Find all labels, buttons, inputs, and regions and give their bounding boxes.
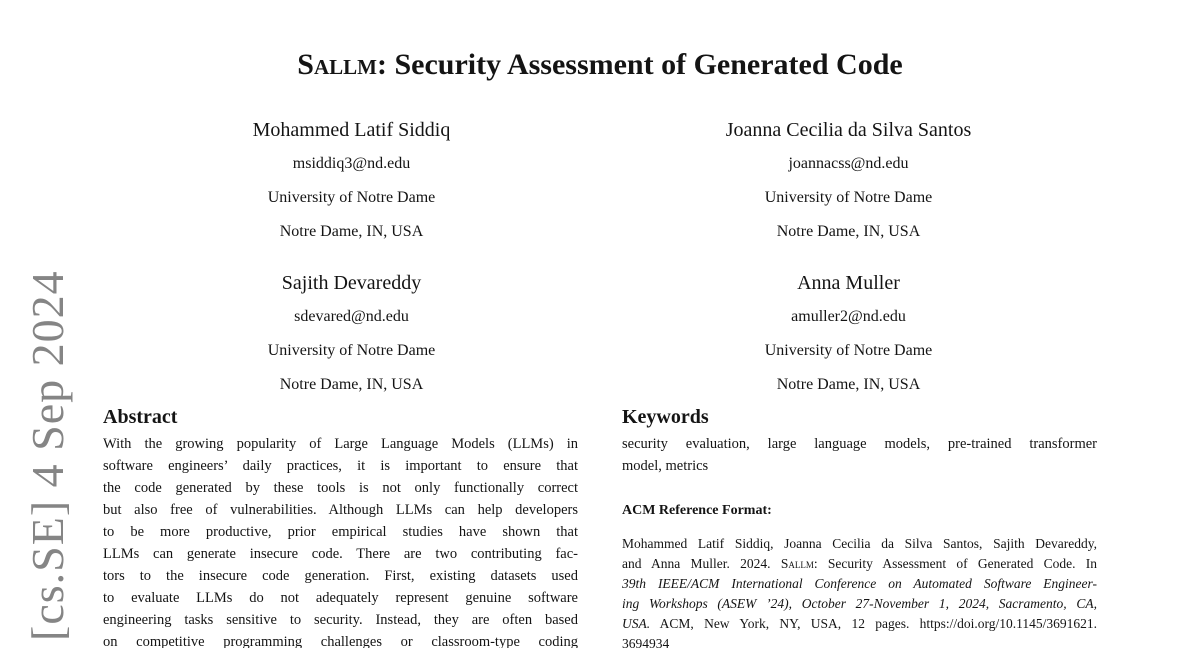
keywords-line: model, metrics <box>622 458 709 474</box>
abstract-paragraph <box>103 433 578 648</box>
reference-doi: ACM, New York, NY, USA, 12 pages. https://doi.org/10.1145/3691621. <box>650 616 1097 631</box>
abstract-line: engineering tasks sensitive to security. Instead, they are often based <box>103 612 578 628</box>
reference-text: : Security Assessment of Generated Code. In <box>813 556 1097 571</box>
author-location: Notre Dame, IN, USA <box>776 376 921 393</box>
abstract-line: the code generated by these tools is not only functionally correct <box>103 480 578 496</box>
keywords-line: security evaluation, large language models, pre-trained transformer <box>622 436 1097 452</box>
acm-reference-line-venue: ing Workshops (ASEW ’24), October 27-November 1, 2024, Sacramento, CA, <box>622 596 1097 611</box>
author-email: amuller2@nd.edu <box>791 308 906 325</box>
acm-reference-line: Mohammed Latif Siddiq, Joanna Cecilia da Silva Santos, Sajith Devareddy, <box>622 536 1097 551</box>
abstract-line: on competitive programming challenges or classroom-type coding <box>103 634 578 648</box>
acm-reference-paragraph <box>622 534 1097 648</box>
paper-title-rest: : Security Assessment of Generated Code <box>376 48 903 81</box>
paper-title-smallcaps: Sallm <box>297 48 377 81</box>
paper-page <box>103 0 1097 648</box>
authors-grid <box>103 113 1097 402</box>
keywords-paragraph <box>622 433 1097 477</box>
two-column-body <box>103 404 1097 648</box>
paper-title <box>103 47 1097 83</box>
acm-reference-line-doi-end: 3694934 <box>622 636 670 648</box>
author-affiliation: University of Notre Dame <box>764 189 933 206</box>
acm-reference-heading: ACM Reference Format: <box>622 503 772 518</box>
author-email: msiddiq3@nd.edu <box>292 155 411 172</box>
abstract-line: to evaluate LLMs do not adequately represent genuine software <box>103 590 578 606</box>
author-name: Sajith Devareddy <box>281 272 422 294</box>
abstract-line: LLMs can generate insecure code. There are two contributing fac- <box>103 546 578 562</box>
left-column <box>103 404 578 648</box>
acm-reference-line-venue: 39th IEEE/ACM International Conference on Automated Software Engineer- <box>622 576 1097 591</box>
abstract-line: to be more productive, prior empirical studies have shown that <box>103 524 578 540</box>
reference-title-smallcaps: Sallm <box>780 556 814 571</box>
abstract-heading: Abstract <box>103 406 178 428</box>
author-location: Notre Dame, IN, USA <box>776 223 921 240</box>
arxiv-watermark: [cs.SE] 4 Sep 2024 <box>22 270 73 641</box>
acm-reference-line <box>622 614 1097 634</box>
author-email: sdevared@nd.edu <box>294 308 409 325</box>
author-name: Anna Muller <box>797 272 900 294</box>
reference-text: and Anna Muller. 2024. <box>622 556 781 571</box>
author-location: Notre Dame, IN, USA <box>279 223 424 240</box>
author-location: Notre Dame, IN, USA <box>279 376 424 393</box>
author-affiliation: University of Notre Dame <box>764 342 933 359</box>
author-name: Mohammed Latif Siddiq <box>252 119 451 141</box>
author-block-2 <box>600 113 1097 249</box>
author-email: joannacss@nd.edu <box>788 155 909 172</box>
author-block-1 <box>103 113 600 249</box>
acm-reference-line <box>622 554 1097 574</box>
abstract-line: but also free of vulnerabilities. Although LLMs can help developers <box>103 502 578 518</box>
keywords-heading: Keywords <box>622 406 709 428</box>
author-block-3 <box>103 266 600 402</box>
abstract-line: With the growing popularity of Large Language Models (LLMs) in <box>103 436 578 452</box>
reference-venue-end: USA. <box>622 616 651 631</box>
author-name: Joanna Cecilia da Silva Santos <box>725 119 972 141</box>
author-affiliation: University of Notre Dame <box>267 342 436 359</box>
author-block-4 <box>600 266 1097 402</box>
right-column <box>622 404 1097 648</box>
abstract-line: tors to the insecure code generation. First, existing datasets used <box>103 568 578 584</box>
abstract-line: software engineers’ daily practices, it is important to ensure that <box>103 458 578 474</box>
author-affiliation: University of Notre Dame <box>267 189 436 206</box>
